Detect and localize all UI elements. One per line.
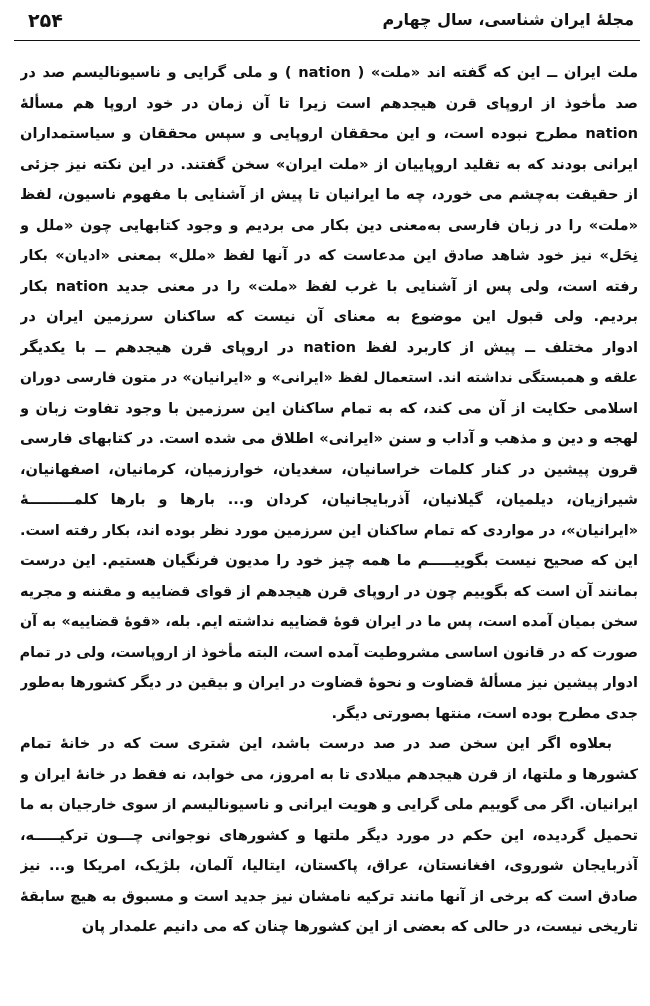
text-line: بمانند آن است که بگوییم چون در اروپای قرن هیجدهم از قوای قضاییه و مقننه و مجریه (20, 583, 638, 600)
text-line: نِحَل» نیز خود شاهد صادق این مدعاست که در آنها لفظ «ملل» بمعنی «ادیان» بکار (20, 247, 638, 264)
text-line: قرون پیشین در کنار کلمات خراسانیان، سغدیان، خوارزمیان، کرمانیان، اصفهانیان، (20, 460, 638, 478)
text-line: «ایرانیان»، در مواردی که تمام ساکنان این سرزمین مورد نظر بوده اند، بکار رفته است. (20, 522, 638, 539)
page-number: ۲۵۴ (28, 10, 63, 32)
paragraph (20, 729, 638, 943)
text-line: ادوار مختلف ــ پیش از کاربرد لفظ nation در اروپای قرن هیجدهم ــ با یکدیگر (20, 338, 638, 356)
text-line: ادوار پیشین نیز مسألهٔ قضاوت و نحوهٔ قضاوت در ایران و بیقین در دیگر کشورها به‌طور (20, 675, 638, 691)
text-line: صادق است که برخی از آنها مانند ترکیه نامشان نیز جدید است و مسبوق به هیچ سابقهٔ (20, 887, 638, 905)
text-line: ملت ایران ــ این که گفته اند «ملت» ( nation ) و ملی گرایی و ناسیونالیسم صد در (20, 64, 638, 81)
text-line: ایرانی بودند که به تقلید اروپاییان از «ملت ایران» سخن گفتند. در این نکته نیز جزئی (20, 155, 638, 173)
page-header (14, 6, 640, 46)
text-line: اسلامی حکایت از آن می کند، که به تمام ساکنان این سرزمین با وجود تفاوت زبان و (20, 399, 638, 417)
text-line: nation مطرح نبوده است، و این محققان اروپایی و سپس محققان و سیاستمداران (20, 125, 638, 142)
header-rule (14, 40, 640, 41)
text-line: تاریخی نیست، در حالی که بعضی از این کشورها چنان که می دانیم علمدار پان (81, 918, 638, 935)
text-line: «ملت» را در زبان فارسی به‌معنی دین بکار می بردیم و وجود کتابهایی چون «ملل و (20, 216, 638, 234)
text-line: ایرانیان. اگر می گوییم ملی گرایی و هویت ایرانی و ناسیونالیسم از سوی خارجیان به ما (20, 797, 638, 813)
text-line: این که صحیح نیست بگوییـــــم ما همه چیز خود را مدیون فرنگیان هستیم. این درست (20, 552, 638, 569)
text-line: کشورها و ملتها، از قرن هیجدهم میلادی تا به امروز، می خوابد، نه فقط در خانهٔ ایران و (20, 766, 638, 783)
body-text (20, 58, 638, 943)
paragraph (20, 58, 638, 729)
text-line: صورت که در قانون اساسی مشروطیت آمده است، البته مأخوذ از اروپاست، ولی در تمام (20, 644, 638, 661)
text-line: شیرازیان، دیلمیان، گیلانیان، آذربایجانیان، کردان و... بارها و بارها کلمـــــــــهٔ (20, 491, 638, 508)
text-line: بردیم. ولی قبول این موضوع به معنای آن نیست که ساکنان سرزمین ایران در (20, 308, 638, 325)
text-line: از حقیقت به‌چشم می خورد، چه ما ایرانیان تا پیش از آشنایی با مفهوم ناسیون، لفظ (20, 186, 638, 203)
text-line: سخن بمیان آمده است، پس ما در ایران قوهٔ قضاییه نداشته ایم. بله، «قوهٔ قضاییه» به آن (20, 614, 638, 630)
text-line: بعلاوه اگر این سخن صد در صد درست باشد، این شتری ست که در خانهٔ تمام (20, 735, 612, 752)
running-head: مجلهٔ ایران شناسی، سال چهارم (382, 10, 634, 29)
text-line: لهجه و دین و مذهب و آداب و سنن «ایرانی» اطلاق می شده است. در کتابهای فارسی (20, 430, 638, 447)
text-line: علقه و همبستگی نداشته اند. استعمال لفظ «ایرانی» و «ایرانیان» در متون فارسی دوران (20, 370, 638, 386)
text-line: صد مأخوذ از اروپای قرن هیجدهم است زیرا تا آن زمان در خود اروپا هم مسألهٔ (20, 94, 638, 112)
text-line: آذربایجان شوروی، افغانستان، عراق، پاکستان، ایتالیا، آلمان، بلژیک، امریکا و... نیز (20, 857, 638, 874)
text-line: جدی مطرح بوده است، منتها بصورتی دیگر. (331, 704, 638, 722)
text-line: رفته است، ولی پس از آشنایی با غرب لفظ «ملت» را در معنی جدید nation بکار (20, 277, 638, 295)
text-line: تحمیل گردیده، این حکم در مورد دیگر ملتها و کشورهای نوجوانی چـــون ترکیـــــه، (20, 826, 638, 844)
